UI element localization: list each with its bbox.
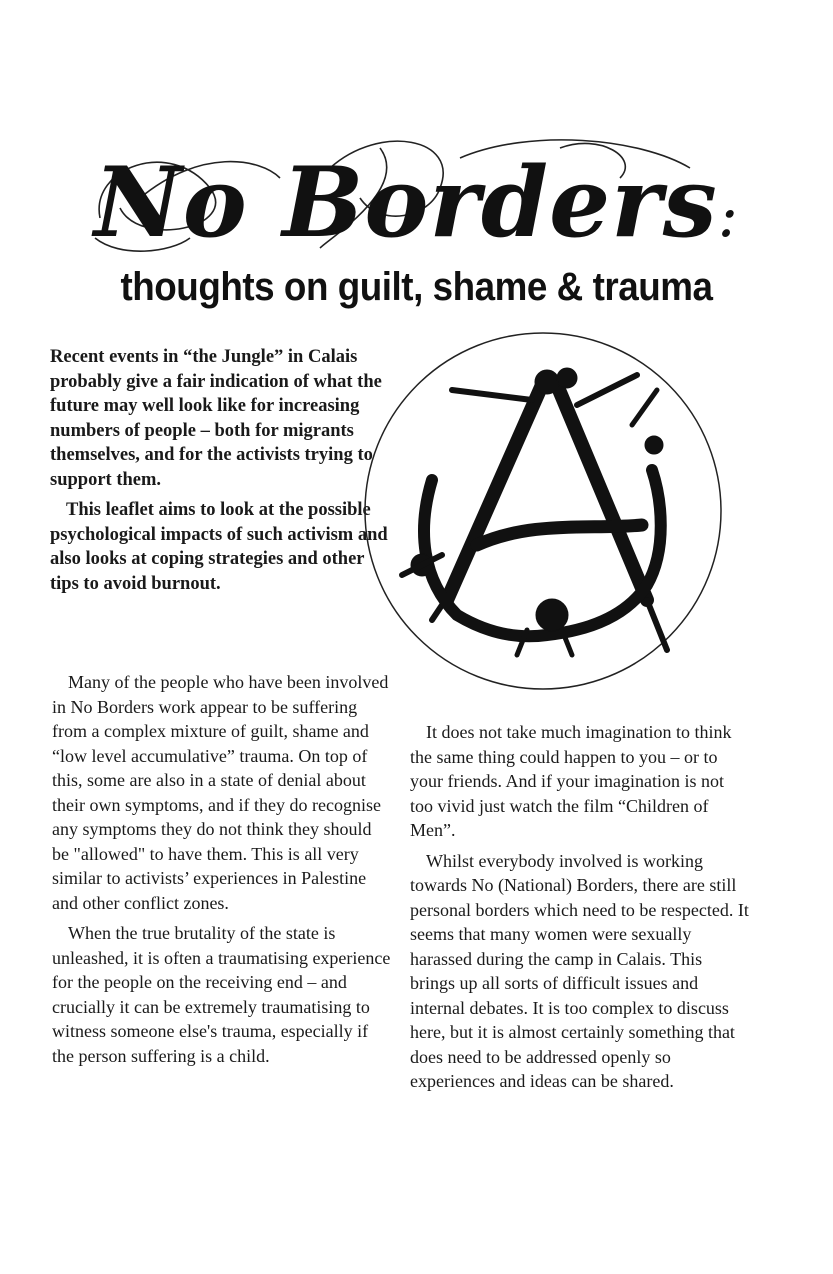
anarchy-circle-figures-icon [362, 330, 724, 692]
title-text: No Borders [94, 146, 718, 259]
body-paragraph: When the true brutality of the state is unleashed, it is often a traumatising experience for the people on the receiving end – and crucially it can be extremely traumatising to witness someone else's trauma, especially if the person suffering is a child. [52, 923, 391, 1066]
page-title [0, 148, 833, 271]
title-colon: : [717, 181, 739, 251]
page-subtitle: thoughts on guilt, shame & trauma [120, 265, 713, 309]
body-paragraph: It does not take much imagination to think the same thing could happen to you – or to your friends. And if your imagination is not too vivid just watch the film “Children of Men”. [410, 722, 732, 840]
body-column-left [52, 670, 392, 1074]
body-paragraph: Whilst everybody involved is working towards No (National) Borders, there are still personal borders which need to be respected. It seems that many women were sexually harassed during the camp in Calais. This brings up all sorts of difficult issues and internal debates. It is too complex to discuss here, but it is almost certainly something that does need to be addressed openly so experiences and ideas can be shared. [410, 850, 749, 1091]
body-paragraph: Many of the people who have been involved in No Borders work appear to be suffering from a complex mixture of guilt, shame and “low level accumulative” trauma. On top of this, some are also in a state of denial about their own symptoms, and if they do recognise any symptoms they do not think they should be "allowed" to have them. This is all very similar to activists’ experiences in Palestine and other conflict zones. [52, 672, 389, 913]
intro-section [50, 345, 395, 602]
body-column-right [410, 720, 750, 1100]
intro-paragraph: This leaflet aims to look at the possible psychological impacts of such activism and also looks at coping strategies and other tips to avoid burnout. [50, 500, 388, 594]
intro-paragraph: Recent events in “the Jungle” in Calais probably give a fair indication of what the future may well look like for increasing numbers of people – both for migrants themselves, and for the activists trying to support them. [50, 347, 382, 490]
